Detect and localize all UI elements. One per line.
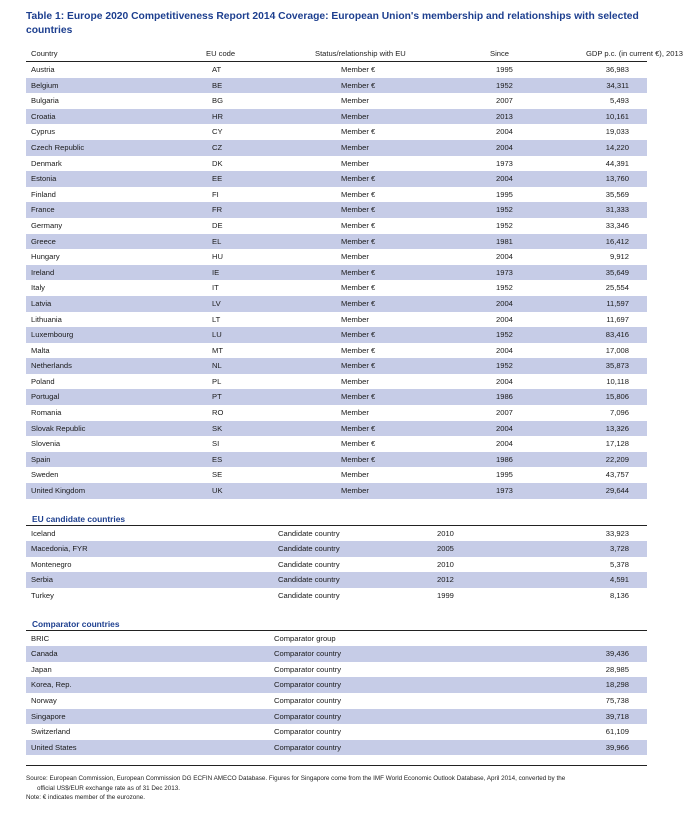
cell-status: Comparator country (262, 740, 374, 756)
cell-eu-code: BG (212, 96, 223, 106)
cell-gdp: 44,391 (605, 158, 629, 168)
table-row (26, 78, 647, 94)
cell-country: Netherlands (26, 358, 176, 374)
cell-gdp: 35,569 (605, 189, 629, 199)
cell-gdp: 83,416 (581, 327, 647, 343)
cell-eu-code (166, 740, 262, 756)
cell-since: 1995 (496, 470, 513, 480)
cell-eu-code: UK (176, 483, 307, 499)
cell-status: Member € (307, 421, 432, 437)
header-since: Since (432, 47, 581, 62)
cell-status: Member € (307, 202, 432, 218)
table-row (26, 662, 647, 678)
cell-since (374, 662, 460, 678)
cell-status: Member (341, 376, 369, 386)
cell-country: France (26, 202, 176, 218)
cell-country: Iceland (31, 528, 56, 538)
cell-country: Austria (31, 65, 55, 74)
cell-gdp: 33,923 (605, 528, 629, 538)
cell-gdp: 39,436 (460, 646, 647, 662)
cell-status: Member (341, 470, 369, 480)
cell-status: Member € (341, 345, 376, 355)
cell-since: 1999 (437, 591, 454, 600)
table-row (26, 724, 647, 740)
cell-gdp: 22,209 (581, 452, 647, 468)
cell-since: 2007 (496, 408, 513, 418)
cell-since: 2005 (374, 541, 460, 557)
cell-country: Germany (31, 220, 63, 230)
cell-status: Member (341, 96, 369, 106)
cell-since: 1973 (496, 158, 513, 168)
cell-since: 2007 (496, 96, 513, 106)
table-footer (26, 765, 647, 802)
cell-since (374, 631, 460, 647)
cell-since: 2010 (437, 559, 454, 569)
table-row (26, 452, 647, 468)
cell-status: Comparator country (274, 695, 342, 705)
table-row (26, 693, 647, 709)
cell-status: Comparator country (262, 709, 374, 725)
cell-since: 1973 (432, 265, 581, 281)
cell-eu-code (166, 662, 262, 678)
cell-eu-code: HR (176, 109, 307, 125)
table-row (26, 436, 647, 452)
cell-status: Member (341, 314, 369, 324)
table-row (26, 93, 647, 109)
table-row (26, 358, 647, 374)
cell-eu-code: FI (212, 189, 219, 199)
cell-country: Norway (31, 695, 57, 705)
source-note: Source: European Commission, European Commission DG ECFIN AMECO Database. Figures for Singapore come from the IMF World Economic Outlook Database, April 2014, converted by the (26, 775, 566, 783)
cell-gdp: 7,096 (609, 408, 629, 418)
cell-gdp: 10,118 (606, 376, 629, 386)
cell-status: Member (307, 109, 432, 125)
cell-gdp: 9,912 (609, 252, 629, 262)
table-row (26, 140, 647, 156)
header-status: Status/relationship with EU (307, 47, 432, 62)
cell-country: Serbia (26, 572, 166, 588)
cell-since: 2004 (496, 439, 513, 449)
cell-eu-code: EL (176, 234, 307, 250)
cell-status: Comparator country (262, 646, 374, 662)
cell-country: Switzerland (31, 727, 71, 737)
cell-status: Member € (307, 358, 432, 374)
table-row (26, 265, 647, 281)
cell-since: 1995 (496, 65, 513, 74)
table-row (26, 709, 647, 725)
cell-country: Macedonia, FYR (26, 541, 166, 557)
cell-eu-code (166, 541, 262, 557)
table-row (26, 234, 647, 250)
cell-eu-code (166, 693, 262, 709)
cell-country: Luxembourg (26, 327, 176, 343)
cell-eu-code (166, 572, 262, 588)
cell-status: Member € (341, 220, 376, 230)
cell-gdp: 43,757 (605, 470, 629, 480)
header-country: Country (26, 47, 176, 62)
cell-country: Cyprus (31, 127, 56, 137)
cell-since (374, 740, 460, 756)
cell-gdp: 11,697 (606, 314, 629, 324)
cell-country: Turkey (31, 591, 54, 600)
table-row (26, 631, 647, 647)
cell-gdp: 18,298 (460, 677, 647, 693)
table-row (26, 327, 647, 343)
cell-eu-code: MT (212, 345, 223, 355)
table-row (26, 280, 647, 296)
cell-country: Bulgaria (31, 96, 59, 106)
cell-since: 1986 (432, 452, 581, 468)
cell-country: United Kingdom (26, 483, 176, 499)
cell-eu-code (166, 709, 262, 725)
table-row (26, 588, 647, 604)
cell-country: Czech Republic (26, 140, 176, 156)
cell-eu-code: DK (212, 158, 223, 168)
cell-country: Montenegro (31, 559, 72, 569)
header-eu-code: EU code (176, 47, 307, 62)
cell-status: Member (307, 483, 432, 499)
cell-since: 2010 (437, 528, 454, 538)
cell-status: Member € (307, 327, 432, 343)
cell-gdp: 3,728 (460, 541, 647, 557)
comparator-countries-body (26, 631, 647, 756)
cell-eu-code: SK (176, 421, 307, 437)
cell-status: Member € (307, 78, 432, 94)
cell-gdp: 8,136 (609, 591, 629, 600)
table-row (26, 109, 647, 125)
cell-eu-code: FR (176, 202, 307, 218)
cell-status: Comparator group (274, 633, 336, 643)
cell-country: Singapore (26, 709, 166, 725)
table-row (26, 374, 647, 390)
table-row (26, 677, 647, 693)
cell-since (374, 724, 460, 740)
cell-eu-code: LT (212, 314, 221, 324)
table-row (26, 557, 647, 573)
cell-status: Comparator country (274, 727, 342, 737)
cell-country: Canada (26, 646, 166, 662)
cell-gdp: 13,326 (581, 421, 647, 437)
cell-eu-code: LU (176, 327, 307, 343)
table-row (26, 541, 647, 557)
table-row (26, 171, 647, 187)
cell-gdp: 17,008 (605, 345, 629, 355)
cell-gdp (460, 631, 647, 647)
cell-status: Member € (341, 189, 376, 199)
cell-status: Member € (307, 171, 432, 187)
cell-gdp: 15,806 (581, 389, 647, 405)
cell-status: Candidate country (262, 572, 374, 588)
cell-gdp: 5,378 (609, 559, 629, 569)
cell-status: Candidate country (278, 528, 340, 538)
cell-eu-code: IE (176, 265, 307, 281)
cell-since: 1995 (496, 189, 513, 199)
table-row (26, 483, 647, 499)
cell-gdp: 39,966 (460, 740, 647, 756)
header-gdp: GDP p.c. (in current €), 2013 (581, 47, 647, 62)
cell-eu-code (166, 677, 262, 693)
cell-gdp: 31,333 (581, 202, 647, 218)
cell-country: BRIC (31, 633, 50, 643)
cell-since (374, 709, 460, 725)
cell-eu-code (166, 557, 262, 573)
cell-eu-code: IT (212, 283, 219, 293)
table-row (26, 343, 647, 359)
cell-gdp: 16,412 (581, 234, 647, 250)
cell-since (374, 646, 460, 662)
cell-country: Slovenia (31, 439, 61, 449)
cell-country: Slovak Republic (26, 421, 176, 437)
header-row (26, 47, 647, 62)
cell-eu-code: PL (212, 376, 222, 386)
cell-since: 2004 (432, 140, 581, 156)
table-row (26, 218, 647, 234)
cell-gdp: 39,718 (460, 709, 647, 725)
table-row (26, 467, 647, 483)
eurozone-note: Note: € indicates member of the eurozone. (26, 793, 146, 801)
cell-eu-code: HU (212, 252, 223, 262)
cell-since: 1952 (432, 358, 581, 374)
cell-country: Belgium (26, 78, 176, 94)
cell-status: Member € (307, 265, 432, 281)
cell-country: Latvia (26, 296, 176, 312)
cell-country: United States (26, 740, 166, 756)
table-row (26, 405, 647, 421)
cell-eu-code: EE (176, 171, 307, 187)
cell-country: Malta (31, 345, 50, 355)
comparator-countries-table (26, 631, 647, 756)
cell-eu-code: PT (176, 389, 307, 405)
cell-eu-code: LV (176, 296, 307, 312)
cell-since: 2004 (496, 376, 513, 386)
cell-gdp: 36,983 (605, 65, 629, 74)
cell-since: 2004 (496, 252, 513, 262)
table-row (26, 296, 647, 312)
cell-eu-code: SE (212, 470, 223, 480)
cell-status: Comparator country (262, 677, 374, 693)
cell-since: 1952 (496, 283, 513, 293)
cell-status: Candidate country (278, 559, 340, 569)
cell-country: Ireland (26, 265, 176, 281)
cell-country: Croatia (26, 109, 176, 125)
cell-eu-code (166, 646, 262, 662)
cell-gdp: 34,311 (581, 78, 647, 94)
cell-status: Member (307, 140, 432, 156)
table-row (26, 62, 647, 78)
cell-status: Member € (341, 439, 376, 449)
cell-gdp: 75,738 (605, 695, 629, 705)
cell-since (374, 693, 460, 709)
cell-country: Greece (26, 234, 176, 250)
table-row (26, 187, 647, 203)
cell-since: 2013 (432, 109, 581, 125)
cell-eu-code (166, 588, 262, 604)
cell-eu-code: AT (212, 65, 222, 74)
cell-gdp: 29,644 (581, 483, 647, 499)
cell-gdp: 17,128 (605, 439, 629, 449)
table-row (26, 202, 647, 218)
cell-country: Denmark (31, 158, 62, 168)
cell-status: Member € (307, 234, 432, 250)
cell-gdp: 13,760 (581, 171, 647, 187)
candidate-countries-body (26, 526, 647, 604)
cell-status: Member (341, 252, 369, 262)
cell-gdp: 10,161 (581, 109, 647, 125)
cell-eu-code: BE (176, 78, 307, 94)
table-row (26, 312, 647, 328)
cell-country: Finland (31, 189, 56, 199)
cell-gdp: 25,554 (605, 283, 629, 293)
cell-eu-code: RO (212, 408, 224, 418)
candidate-section-heading: EU candidate countries (26, 513, 647, 526)
cell-status: Member € (341, 283, 376, 293)
cell-country: Sweden (31, 470, 59, 480)
cell-since: 1952 (496, 220, 513, 230)
cell-country: Japan (31, 664, 52, 674)
cell-eu-code: CY (212, 127, 223, 137)
cell-status: Member (341, 158, 369, 168)
cell-since: 1973 (432, 483, 581, 499)
cell-since: 1952 (432, 78, 581, 94)
table-row (26, 526, 647, 542)
cell-gdp: 35,873 (581, 358, 647, 374)
cell-status: Candidate country (262, 541, 374, 557)
cell-since: 1986 (432, 389, 581, 405)
cell-country: Spain (26, 452, 176, 468)
table-row (26, 124, 647, 140)
cell-country: Hungary (31, 252, 60, 262)
comparator-section-heading: Comparator countries (26, 618, 647, 631)
cell-eu-code (166, 631, 262, 647)
cell-eu-code (166, 526, 262, 542)
cell-gdp: 61,109 (605, 727, 629, 737)
source-note-continued: official US$/EUR exchange rate as of 31 Dec 2013. (37, 784, 181, 792)
cell-since: 1952 (432, 202, 581, 218)
cell-status: Member € (307, 296, 432, 312)
table-row (26, 389, 647, 405)
cell-since: 2004 (496, 314, 513, 324)
cell-status: Member € (341, 65, 376, 74)
cell-status: Member € (341, 127, 376, 137)
cell-country: Korea, Rep. (26, 677, 166, 693)
cell-country: Romania (31, 408, 62, 418)
cell-eu-code: SI (212, 439, 220, 449)
eu-members-table (26, 47, 683, 499)
cell-gdp: 4,591 (460, 572, 647, 588)
table-row (26, 646, 647, 662)
cell-eu-code: NL (176, 358, 307, 374)
cell-gdp: 19,033 (605, 127, 629, 137)
table-row (26, 249, 647, 265)
cell-gdp: 5,493 (609, 96, 629, 106)
cell-status: Comparator country (274, 664, 342, 674)
cell-since (374, 677, 460, 693)
cell-gdp: 11,597 (581, 296, 647, 312)
cell-since: 2004 (496, 345, 513, 355)
cell-since: 2012 (374, 572, 460, 588)
table-title: Table 1: Europe 2020 Competitiveness Report 2014 Coverage: European Union's membership and relationships with selected countries (26, 11, 639, 36)
cell-gdp: 14,220 (581, 140, 647, 156)
cell-since: 1981 (432, 234, 581, 250)
cell-country: Poland (31, 376, 55, 386)
cell-eu-code: DE (212, 220, 223, 230)
report-table-container (26, 10, 683, 802)
candidate-countries-table (26, 526, 647, 604)
table-row (26, 421, 647, 437)
cell-gdp: 35,649 (581, 265, 647, 281)
table-row (26, 156, 647, 172)
table-row (26, 572, 647, 588)
eu-members-body (26, 62, 647, 499)
cell-status: Member (341, 408, 369, 418)
cell-status: Candidate country (278, 591, 340, 600)
cell-since: 2004 (496, 127, 513, 137)
cell-country: Estonia (26, 171, 176, 187)
cell-country: Portugal (26, 389, 176, 405)
cell-since: 2004 (432, 171, 581, 187)
cell-gdp: 33,346 (605, 220, 629, 230)
table-row (26, 740, 647, 756)
cell-country: Lithuania (31, 314, 62, 324)
cell-since: 2004 (432, 421, 581, 437)
cell-country: Italy (31, 283, 45, 293)
cell-eu-code (166, 724, 262, 740)
cell-status: Member € (307, 389, 432, 405)
cell-since: 2004 (432, 296, 581, 312)
cell-since: 1952 (432, 327, 581, 343)
cell-gdp: 28,985 (605, 664, 629, 674)
cell-eu-code: CZ (176, 140, 307, 156)
cell-status: Member € (307, 452, 432, 468)
cell-eu-code: ES (176, 452, 307, 468)
